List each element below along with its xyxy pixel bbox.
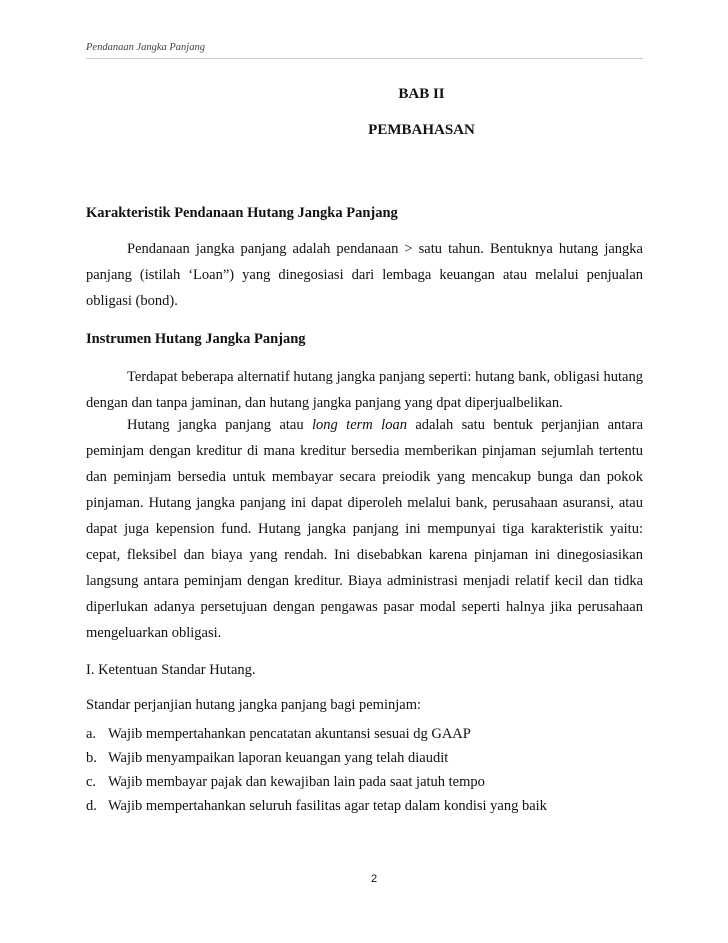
header-rule — [86, 58, 643, 59]
list-item-label: c. — [86, 774, 97, 790]
chapter-title: PEMBAHASAN — [368, 122, 475, 138]
chapter-number: BAB II — [398, 86, 445, 102]
list-intro: Standar perjanjian hutang jangka panjang bagi peminjam: — [86, 697, 422, 713]
list-item-label: a. — [86, 726, 97, 742]
list-item-text: Wajib membayar pajak dan kewajiban lain pada saat jatuh tempo — [108, 774, 485, 790]
list-item-text: Wajib mempertahankan pencatatan akuntansi sesuai dg GAAP — [108, 726, 471, 742]
paragraph-italic-term: long term loan — [312, 417, 407, 433]
list-item — [86, 794, 547, 818]
page-number: 2 — [370, 873, 378, 885]
list-item — [86, 770, 547, 794]
section-heading-karakteristik: Karakteristik Pendanaan Hutang Jangka Panjang — [86, 205, 398, 221]
section-heading-instrumen: Instrumen Hutang Jangka Panjang — [86, 331, 306, 347]
list-item-text: Wajib mempertahankan seluruh fasilitas agar tetap dalam kondisi yang baik — [108, 798, 547, 814]
requirements-list — [86, 722, 547, 818]
list-item-label: d. — [86, 798, 97, 814]
paragraph-text-start: Hutang jangka panjang atau — [127, 417, 312, 433]
paragraph-text-rest: adalah satu bentuk perjanjian antara peminjam dengan kreditur di mana kreditur bersedia memberikan pinjaman sejumlah tertentu dan peminjam bersedia untuk membayar secara preiodik yang mencakup bunga dan pokok pinjaman. Hutang jangka panjang ini dapat diperoleh melalui bank, perusahaan asuransi, atau dapat juga kepension fund. Hutang jangka panjang ini mempunyai tiga karakteristik yaitu: cepat, fleksibel dan biaya yang rendah. Ini disebabkan karena pinjaman ini dinegosiasikan langsung antara peminjam dengan kreditur. Biaya administrasi menjadi relatif kecil dan tidka diperlukan adanya persetujuan dengan pengawas pasar modal seperti halnya jika perusahaan mengeluarkan obligasi. — [86, 417, 644, 641]
paragraph-karakteristik: Pendanaan jangka panjang adalah pendanaan > satu tahun. Bentuknya hutang jangka panjang (istilah ‘Loan”) yang dinegosiasi dari lembaga keuangan atau melalui penjualan obligasi (bond). — [86, 241, 643, 309]
list-item-text: Wajib menyampaikan laporan keuangan yang telah diaudit — [108, 750, 449, 766]
section-heading-ketentuan: I. Ketentuan Standar Hutang. — [86, 662, 256, 678]
paragraph-instrumen-1: Terdapat beberapa alternatif hutang jangka panjang seperti: hutang bank, obligasi hutang dengan dan tanpa jaminan, dan hutang jangka panjang yang dpat diperjualbelikan. — [86, 369, 643, 411]
list-item — [86, 746, 547, 770]
running-header: Pendanaan Jangka Panjang — [86, 42, 205, 53]
list-item — [86, 722, 547, 746]
list-item-label: b. — [86, 750, 97, 766]
paragraph-instrumen-2 — [86, 412, 643, 646]
